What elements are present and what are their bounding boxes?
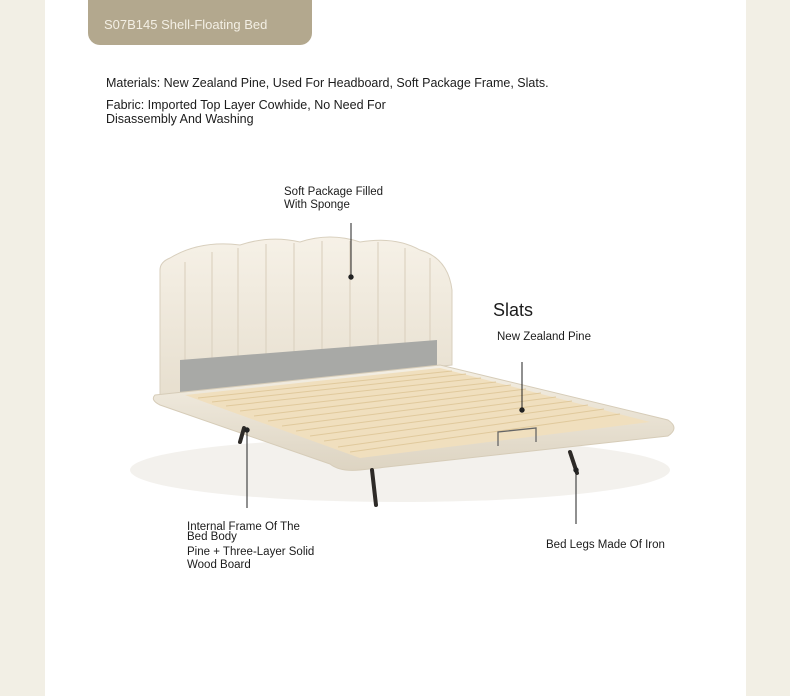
callout-soft-package [284, 186, 383, 212]
fabric-text: Fabric: Imported Top Layer Cowhide, No Need For Disassembly And Washing [106, 98, 386, 126]
callout-frame-material-line2: Wood Board [187, 559, 251, 571]
callout-internal-frame-line1: Internal Frame Of The [187, 521, 300, 533]
callout-internal-frame-line2: Bed Body [187, 531, 237, 543]
callout-slats-material: New Zealand Pine [497, 331, 591, 343]
callout-bed-legs: Bed Legs Made Of Iron [546, 539, 665, 551]
callout-frame-material-line1: Pine + Three-Layer Solid [187, 546, 315, 558]
callout-slats-title: Slats [493, 300, 534, 320]
leader-dot-internal-frame [245, 428, 249, 432]
callout-frame-material [187, 546, 314, 572]
leader-dot-bed-legs [574, 468, 578, 472]
callout-internal-frame [187, 522, 300, 542]
leader-dot-slats [520, 408, 524, 412]
callout-soft-package-line1: Soft Package Filled [284, 186, 384, 198]
product-badge-label: S07B145 Shell-Floating Bed [104, 17, 268, 32]
materials-text: Materials: New Zealand Pine, Used For Headboard, Soft Package Frame, Slats. [106, 76, 549, 90]
leader-dot-soft-package [349, 275, 353, 279]
callout-soft-package-line2: With Sponge [284, 199, 350, 211]
